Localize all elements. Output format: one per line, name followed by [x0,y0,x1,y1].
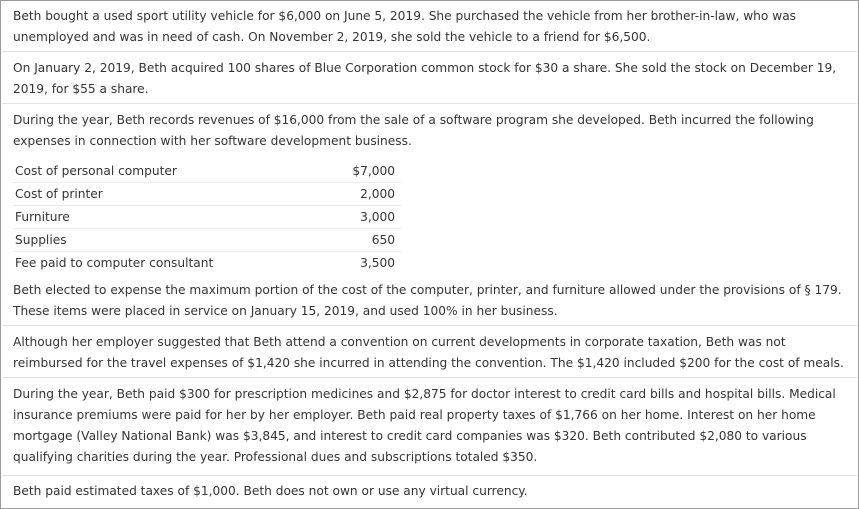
section-divider [2,51,857,52]
expense-amount: 3,500 [360,256,395,270]
expense-label: Cost of printer [15,187,103,201]
paragraph-personal-expenses: During the year, Beth paid $300 for prescription medicines and $2,875 for doctor interest to credit card bills and hospital bills. Medical insurance premiums were paid for her by her employer. Beth paid real property taxes of $1,766 on her home. Interest on her home mortgage (Valley National Bank) was $3,845, and interest to credit card companies was $320. Beth contributed $2,080 to various qualifying charities during the year. Professional dues and subscriptions totaled $350. [13,387,836,464]
paragraph-convention: Although her employer suggested that Beth attend a convention on current developments in corporate taxation, Beth was not reimbursed for the travel expenses of $1,420 she incurred in attending the convention. The $1,420 included $200 for the cost of meals. [13,335,844,370]
expense-amount: $7,000 [352,164,395,178]
section-divider [2,377,857,378]
expense-label: Cost of personal computer [15,164,177,178]
expense-label: Furniture [15,210,70,224]
expense-row [15,206,395,228]
expense-label: Fee paid to computer consultant [15,256,214,270]
expense-label: Supplies [15,233,67,247]
expense-amount: 650 [371,233,395,247]
expense-amount: 3,000 [360,210,395,224]
expense-row [15,160,395,182]
expense-row [15,229,395,251]
paragraph-vehicle: Beth bought a used sport utility vehicle for $6,000 on June 5, 2019. She purchased the vehicle from her brother-in-law, who was unemployed and was in need of cash. On November 2, 2019, she sold the vehicle to a friend for $6,500. [13,9,797,44]
expense-amount: 2,000 [360,187,395,201]
expense-row [15,252,395,274]
section-divider [2,475,857,476]
expense-row [15,183,395,205]
paragraph-section-179: Beth elected to expense the maximum portion of the cost of the computer, printer, and furniture allowed under the provisions of § 179. These items were placed in service on January 15, 2019, and used 100% in her business. [13,283,842,318]
paragraph-software-business: During the year, Beth records revenues of $16,000 from the sale of a software program she developed. Beth incurred the following expenses in connection with her software development business. [13,113,814,148]
paragraph-stock: On January 2, 2019, Beth acquired 100 shares of Blue Corporation common stock for $30 a share. She sold the stock on December 19, 2019, for $55 a share. [13,61,837,96]
section-divider [2,325,857,326]
paragraph-estimated-taxes: Beth paid estimated taxes of $1,000. Beth does not own or use any virtual currency. [13,484,528,498]
section-divider [2,103,857,104]
